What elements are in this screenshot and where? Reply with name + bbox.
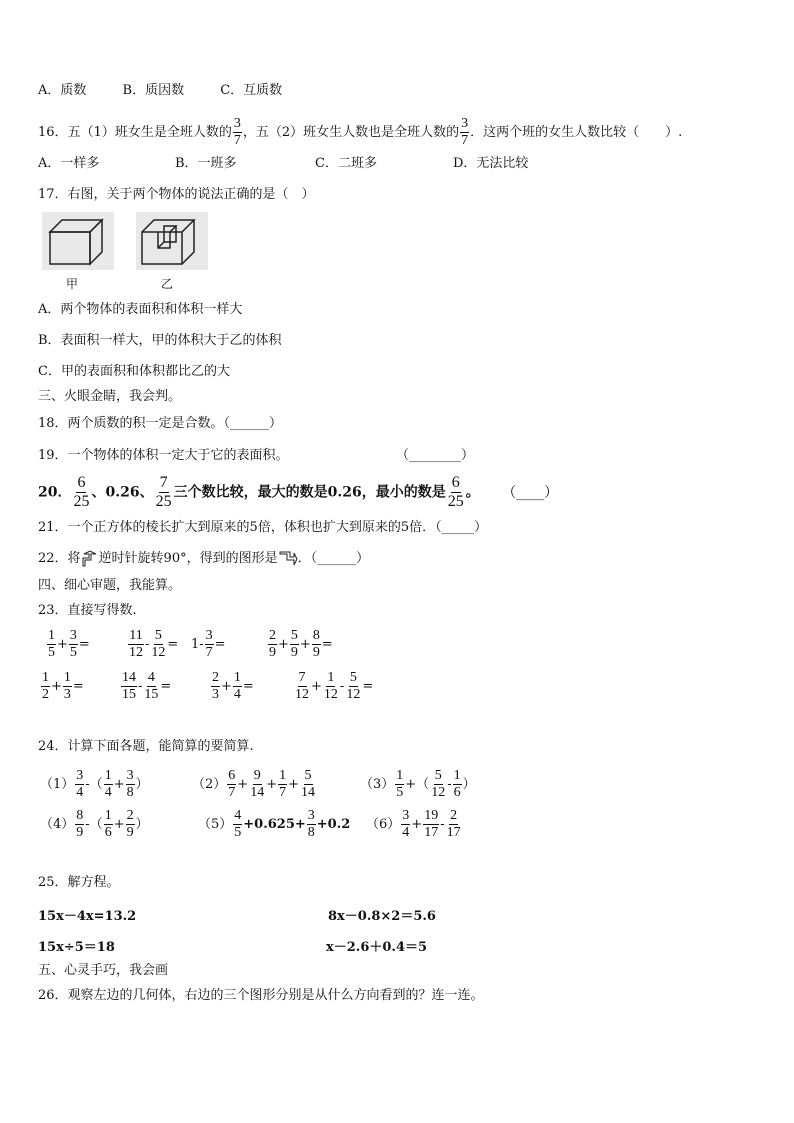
operator: + bbox=[266, 777, 278, 792]
q24-item-3 bbox=[360, 768, 476, 801]
numerator: 1 bbox=[453, 768, 461, 783]
denominator: 25 bbox=[447, 493, 464, 510]
fraction bbox=[446, 808, 462, 841]
equals: = bbox=[321, 637, 333, 652]
denominator: 14 bbox=[301, 785, 315, 800]
q23-item-4 bbox=[267, 628, 333, 661]
numerator: 9 bbox=[253, 768, 261, 783]
numerator: 11 bbox=[129, 628, 143, 643]
denominator: 12 bbox=[151, 645, 166, 660]
fraction bbox=[205, 628, 214, 661]
fraction bbox=[233, 670, 242, 703]
q24-item-6 bbox=[366, 808, 463, 841]
denominator: 6 bbox=[104, 825, 112, 840]
operator: + bbox=[51, 679, 62, 694]
denominator: 7 bbox=[205, 645, 213, 660]
numerator: 3 bbox=[461, 116, 469, 131]
item-label: （1） bbox=[40, 777, 75, 792]
numerator: 19 bbox=[424, 808, 439, 823]
numerator: 1 bbox=[233, 670, 241, 685]
denominator: 4 bbox=[104, 785, 112, 800]
q20-blank: （____） bbox=[502, 484, 559, 501]
denominator: 8 bbox=[307, 825, 315, 840]
denominator: 6 bbox=[453, 785, 461, 800]
fraction bbox=[150, 628, 166, 661]
operator: + bbox=[113, 817, 125, 832]
numerator: 14 bbox=[122, 670, 136, 685]
denominator: 7 bbox=[461, 133, 469, 148]
q20 bbox=[38, 474, 558, 511]
denominator: 9 bbox=[312, 645, 320, 660]
operator: + bbox=[278, 637, 289, 652]
denominator: 7 bbox=[233, 133, 241, 148]
fraction bbox=[143, 670, 159, 703]
fraction bbox=[395, 768, 404, 801]
numerator: 1 bbox=[104, 808, 112, 823]
fraction bbox=[278, 768, 287, 801]
q23-item-8 bbox=[293, 670, 373, 703]
q25-equation-2: 8x－0.8×2＝5.6 bbox=[328, 909, 436, 924]
numerator: 8 bbox=[312, 628, 320, 643]
denominator: 5 bbox=[48, 645, 55, 660]
operator: -（ bbox=[85, 777, 103, 792]
q15-option-a: A．质数 bbox=[38, 83, 87, 98]
q17-stem: 17．右图，关于两个物体的说法正确的是（ ） bbox=[38, 187, 315, 202]
q16-fraction-1 bbox=[233, 116, 242, 149]
denominator: 12 bbox=[129, 645, 143, 660]
denominator: 15 bbox=[122, 687, 136, 702]
operator: + bbox=[299, 637, 311, 652]
numerator: 6 bbox=[228, 768, 236, 783]
q16-stem bbox=[38, 116, 682, 149]
operator: + bbox=[237, 777, 249, 792]
fraction bbox=[423, 808, 439, 841]
numerator: 8 bbox=[76, 808, 84, 823]
fraction bbox=[323, 670, 339, 703]
fraction bbox=[69, 628, 78, 661]
operator: +0.625+ bbox=[243, 817, 306, 832]
numerator: 5 bbox=[290, 628, 298, 643]
item-label: （2） bbox=[192, 777, 227, 792]
fraction bbox=[401, 808, 410, 841]
denominator: 9 bbox=[76, 825, 84, 840]
item-label: （6） bbox=[366, 817, 401, 832]
fraction bbox=[211, 670, 220, 703]
q20-fraction-3 bbox=[447, 474, 465, 511]
fraction bbox=[75, 808, 84, 841]
q17-option-c: C．甲的表面积和体积都比乙的大 bbox=[38, 364, 230, 379]
numerator: 7 bbox=[159, 474, 168, 491]
fraction bbox=[345, 670, 361, 703]
q16-option-b: B．一班多 bbox=[175, 156, 237, 171]
q24-item-4 bbox=[40, 808, 149, 841]
operator: ） bbox=[135, 777, 149, 792]
q21: 21．一个正方体的棱长扩大到原来的5倍，体积也扩大到原来的5倍．（_____） bbox=[38, 520, 488, 535]
denominator: 5 bbox=[69, 645, 77, 660]
numerator: 3 bbox=[205, 628, 213, 643]
q17-figure bbox=[42, 212, 212, 296]
operator: +0.2 bbox=[316, 817, 351, 832]
denominator: 7 bbox=[228, 785, 236, 800]
q16-option-c: C．二班多 bbox=[315, 156, 377, 171]
q17-option-b: B．表面积一样大，甲的体积大于乙的体积 bbox=[38, 333, 282, 348]
equals: = bbox=[78, 637, 90, 652]
numerator: 2 bbox=[212, 670, 219, 685]
q22-text-a: 22．将 bbox=[38, 551, 81, 566]
numerator: 1 bbox=[42, 670, 49, 685]
operator: - bbox=[339, 679, 345, 694]
fraction bbox=[104, 768, 113, 801]
operator: + bbox=[411, 817, 423, 832]
fraction bbox=[63, 670, 72, 703]
q20-mid-2: 三个数比较，最大的数是0.26，最小的数是 bbox=[173, 484, 446, 501]
fraction bbox=[126, 768, 135, 801]
q25-equation-1: 15x－4x=13.2 bbox=[38, 909, 137, 924]
denominator: 4 bbox=[76, 785, 84, 800]
q20-end: 。 bbox=[465, 484, 480, 501]
numerator: 4 bbox=[234, 808, 242, 823]
operator: + bbox=[57, 637, 68, 652]
denominator: 12 bbox=[431, 785, 446, 800]
denominator: 9 bbox=[269, 645, 276, 660]
fraction bbox=[307, 808, 316, 841]
operator: -（ bbox=[85, 817, 103, 832]
q24-stem: 24．计算下面各题，能简算的要简算. bbox=[38, 739, 254, 754]
numerator: 5 bbox=[349, 670, 357, 685]
item-label: （4） bbox=[40, 817, 75, 832]
q25-equation-3: 15x÷5＝18 bbox=[38, 940, 115, 955]
numerator: 1 bbox=[279, 768, 287, 783]
denominator: 14 bbox=[250, 785, 265, 800]
q23-item-6 bbox=[120, 670, 171, 703]
numerator: 3 bbox=[126, 768, 134, 783]
fraction bbox=[290, 628, 299, 661]
fraction bbox=[453, 768, 462, 801]
q23-item-2 bbox=[127, 628, 178, 661]
numerator: 3 bbox=[76, 768, 84, 783]
q19-text: 19．一个物体的体积一定大于它的表面积。 bbox=[38, 448, 289, 463]
item-label: （5） bbox=[198, 817, 233, 832]
denominator: 7 bbox=[279, 785, 287, 800]
numerator: 3 bbox=[402, 808, 410, 823]
q23-item-3 bbox=[191, 628, 226, 661]
fraction bbox=[126, 808, 135, 841]
section-4-title: 四、细心审题，我能算。 bbox=[38, 578, 182, 593]
fraction bbox=[121, 670, 137, 703]
fraction bbox=[249, 768, 265, 801]
q24-item-1 bbox=[40, 768, 149, 801]
equals: = bbox=[214, 637, 226, 652]
q19-blank: （________） bbox=[396, 448, 475, 463]
q16-option-d: D．无法比较 bbox=[453, 156, 529, 171]
q24-item-2 bbox=[192, 768, 317, 801]
rotated-arrow-shape-icon bbox=[278, 550, 298, 568]
q16-fraction-2 bbox=[460, 116, 469, 149]
denominator: 25 bbox=[73, 493, 90, 510]
equals: = bbox=[362, 679, 374, 694]
operator: ） bbox=[462, 777, 476, 792]
q22-text-b: 逆时针旋转90°，得到的图形是 bbox=[98, 551, 278, 566]
denominator: 4 bbox=[233, 687, 241, 702]
q20-mid-1: 、0.26、 bbox=[91, 484, 154, 501]
q25-stem: 25．解方程。 bbox=[38, 875, 120, 890]
denominator: 3 bbox=[63, 687, 71, 702]
equals: = bbox=[72, 679, 84, 694]
denominator: 4 bbox=[402, 825, 410, 840]
q15-options bbox=[38, 81, 314, 101]
fraction bbox=[268, 628, 277, 661]
denominator: 25 bbox=[155, 493, 172, 510]
operator: + bbox=[221, 679, 232, 694]
denominator: 5 bbox=[234, 825, 242, 840]
fraction bbox=[300, 768, 316, 801]
fraction bbox=[104, 808, 113, 841]
numerator: 1 bbox=[63, 670, 71, 685]
numerator: 1 bbox=[396, 768, 404, 783]
denominator: 12 bbox=[346, 687, 361, 702]
section-3-title: 三、火眼金睛，我会判。 bbox=[38, 389, 182, 404]
operator: ） bbox=[135, 817, 149, 832]
operator: - bbox=[440, 817, 445, 832]
numerator: 1 bbox=[104, 768, 112, 783]
numerator: 3 bbox=[233, 116, 241, 131]
item-label: （3） bbox=[360, 777, 395, 792]
operator: + bbox=[113, 777, 125, 792]
denominator: 12 bbox=[295, 687, 309, 702]
numerator: 2 bbox=[269, 628, 276, 643]
denominator: 17 bbox=[446, 825, 461, 840]
numerator: 3 bbox=[69, 628, 77, 643]
denominator: 17 bbox=[424, 825, 439, 840]
q15-option-b: B．质因数 bbox=[122, 83, 185, 98]
numerator: 5 bbox=[154, 628, 162, 643]
q22-text-c: ．（______） bbox=[297, 551, 370, 566]
fraction bbox=[294, 670, 310, 703]
fraction bbox=[47, 628, 56, 661]
numerator: 3 bbox=[307, 808, 315, 823]
fraction bbox=[128, 628, 144, 661]
numerator: 1 bbox=[327, 670, 335, 685]
denominator: 15 bbox=[144, 687, 159, 702]
q17-option-a: A．两个物体的表面积和体积一样大 bbox=[38, 302, 243, 317]
operator: - bbox=[138, 679, 143, 694]
q17-label-yi: 乙 bbox=[161, 277, 174, 291]
q23-stem: 23．直接写得数. bbox=[38, 603, 137, 618]
denominator: 3 bbox=[212, 687, 219, 702]
denominator: 5 bbox=[396, 785, 404, 800]
q23-item-5 bbox=[40, 670, 84, 703]
fraction bbox=[227, 768, 236, 801]
numerator: 5 bbox=[304, 768, 312, 783]
q20-fraction-1 bbox=[72, 474, 90, 511]
denominator: 2 bbox=[42, 687, 49, 702]
q16-suffix: ．这两个班的女生人数比较（ ）. bbox=[470, 125, 683, 140]
q22 bbox=[38, 549, 369, 569]
numerator: 1 bbox=[48, 628, 55, 643]
fraction bbox=[75, 768, 84, 801]
section-5-title: 五、心灵手巧，我会画 bbox=[38, 963, 169, 978]
equals: = bbox=[160, 679, 172, 694]
operator: +（ bbox=[405, 777, 430, 792]
fraction bbox=[312, 628, 321, 661]
q26: 26．观察左边的几何体，右边的三个图形分别是从什么方向看到的？连一连。 bbox=[38, 988, 484, 1003]
q24-item-5 bbox=[198, 808, 350, 841]
equals: = bbox=[242, 679, 254, 694]
q16-mid: ，五（2）班女生人数也是全班人数的 bbox=[242, 125, 460, 140]
q23-item-1 bbox=[46, 628, 90, 661]
q16-prefix: 16．五（1）班女生是全班人数的 bbox=[38, 125, 232, 140]
arrow-shape-icon bbox=[81, 550, 99, 568]
equals: = bbox=[167, 637, 179, 652]
numerator: 6 bbox=[451, 474, 460, 491]
numerator: 7 bbox=[298, 670, 306, 685]
denominator: 9 bbox=[290, 645, 298, 660]
denominator: 8 bbox=[126, 785, 134, 800]
operator: + bbox=[288, 777, 299, 792]
numerator: 4 bbox=[147, 670, 155, 685]
q15-option-c: C．互质数 bbox=[220, 83, 283, 98]
prefix: 1- bbox=[191, 637, 204, 652]
q20-number: 20． bbox=[38, 484, 72, 501]
q17-label-jia: 甲 bbox=[66, 277, 79, 291]
numerator: 5 bbox=[434, 768, 442, 783]
denominator: 9 bbox=[126, 825, 134, 840]
fraction bbox=[41, 670, 50, 703]
q16-option-a: A．一样多 bbox=[38, 156, 100, 171]
q18: 18．两个质数的积一定是合数。（______） bbox=[38, 416, 283, 431]
fraction bbox=[430, 768, 446, 801]
fraction bbox=[233, 808, 242, 841]
operator: - bbox=[145, 637, 150, 652]
q19 bbox=[38, 446, 475, 466]
numerator: 6 bbox=[77, 474, 86, 491]
numerator: 2 bbox=[450, 808, 458, 823]
denominator: 12 bbox=[323, 687, 338, 702]
q20-fraction-2 bbox=[155, 474, 173, 511]
numerator: 2 bbox=[126, 808, 134, 823]
q23-item-7 bbox=[210, 670, 254, 703]
operator: + bbox=[311, 679, 322, 694]
q25-equation-4: x－2.6＋0.4＝5 bbox=[326, 940, 428, 955]
operator: - bbox=[447, 777, 452, 792]
